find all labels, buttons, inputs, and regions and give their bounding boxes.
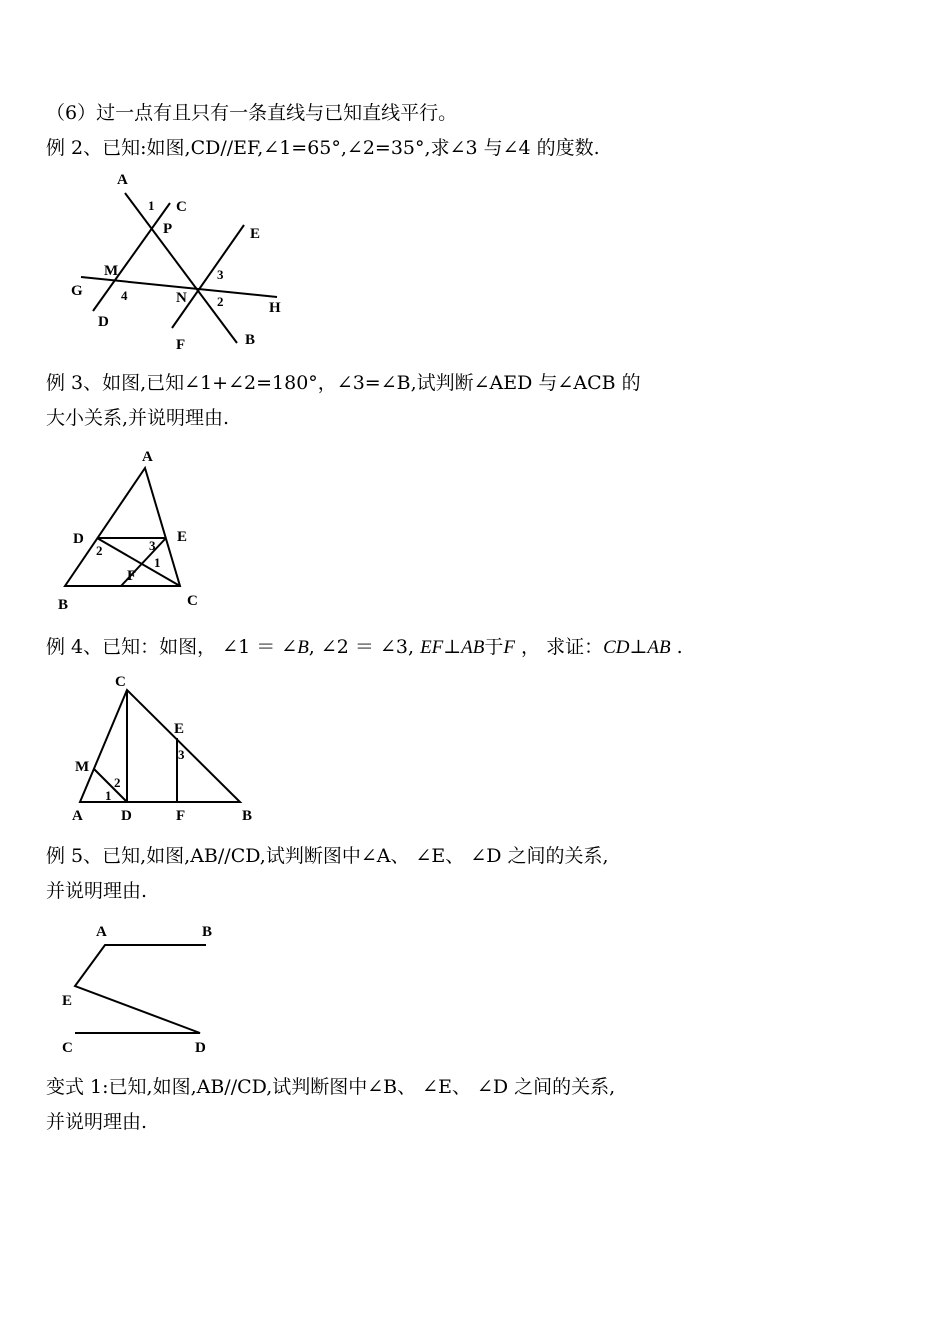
label-3: 3 [149, 538, 156, 553]
label-H: H [269, 300, 281, 316]
label-C: C [176, 199, 187, 215]
label-D: D [73, 531, 84, 547]
label-D: D [98, 314, 109, 330]
triangle-abc [80, 690, 240, 802]
label-A: A [96, 924, 107, 940]
triangle-abc [65, 468, 180, 586]
label-A: A [72, 808, 83, 824]
text-5l: AB [647, 637, 671, 658]
label-E: E [174, 721, 185, 737]
figure-1 [60, 165, 300, 355]
text-5h: F [503, 637, 515, 658]
label-M: M [104, 263, 119, 279]
label-C: C [62, 1040, 73, 1056]
figure-3 [65, 668, 265, 828]
label-4: 4 [121, 288, 128, 303]
label-A: A [142, 449, 153, 465]
label-1: 1 [154, 555, 161, 570]
text-line-6: 例 5、已知,如图,AB//CD,试判断图中∠A、 ∠E、 ∠D 之间的关系, [46, 845, 609, 867]
line-cd [93, 203, 173, 311]
label-F: F [127, 568, 137, 584]
text-line-1: （6）过一点有且只有一条直线与已知直线平行。 [46, 102, 458, 124]
label-M: M [75, 759, 90, 775]
label-D: D [121, 808, 132, 824]
text-line-4: 大小关系,并说明理由. [46, 407, 230, 429]
label-C: C [115, 674, 126, 690]
text-line-8: 变式 1:已知,如图,AB//CD,试判断图中∠B、 ∠E、 ∠D 之间的关系, [46, 1076, 616, 1098]
label-P: P [163, 221, 173, 237]
label-1: 1 [105, 788, 112, 803]
label-B: B [58, 597, 69, 613]
label-1: 1 [148, 198, 155, 213]
label-E: E [62, 993, 73, 1009]
label-D: D [195, 1040, 206, 1056]
line-ef [172, 225, 244, 328]
label-B: B [242, 808, 253, 824]
text-5c: , ∠2 ＝ ∠3, [308, 636, 421, 658]
label-N: N [176, 290, 187, 306]
text-5m: . [670, 636, 683, 658]
text-line-9: 并说明理由. [46, 1111, 148, 1133]
text-5b: B [297, 637, 309, 658]
text-5j: CD [603, 637, 630, 658]
text-5e: ⊥ [443, 636, 462, 658]
label-2: 2 [217, 294, 224, 309]
label-3: 3 [217, 267, 224, 282]
label-E: E [250, 226, 261, 242]
text-line-5 [46, 632, 683, 659]
figure-4 [55, 915, 230, 1060]
label-F: F [176, 808, 186, 824]
text-5d: EF [420, 637, 444, 658]
label-G: G [71, 283, 83, 299]
path-abedc [75, 945, 206, 1033]
label-B: B [202, 924, 213, 940]
label-3: 3 [178, 747, 185, 762]
label-F: F [176, 337, 186, 353]
label-E: E [177, 529, 188, 545]
label-2: 2 [96, 543, 103, 558]
text-5a: 例 4、已知：如图， ∠1 ＝ ∠ [46, 636, 298, 658]
text-line-7: 并说明理由. [46, 880, 148, 902]
text-line-3: 例 3、如图,已知∠1+∠2=180°，∠3=∠B,试判断∠AED 与∠ACB 的 [46, 372, 641, 394]
text-5k: ⊥ [629, 636, 648, 658]
text-5f: AB [461, 637, 485, 658]
text-5g: 于 [484, 636, 504, 658]
text-line-2: 例 2、已知:如图,CD//EF,∠1=65°,∠2=35°,求∠3 与∠4 的度数. [46, 137, 600, 159]
figure-2 [50, 440, 220, 615]
label-A: A [117, 172, 128, 188]
label-C: C [187, 593, 198, 609]
label-B: B [245, 332, 256, 348]
label-2: 2 [114, 775, 121, 790]
text-5i: ， 求证： [515, 636, 604, 658]
